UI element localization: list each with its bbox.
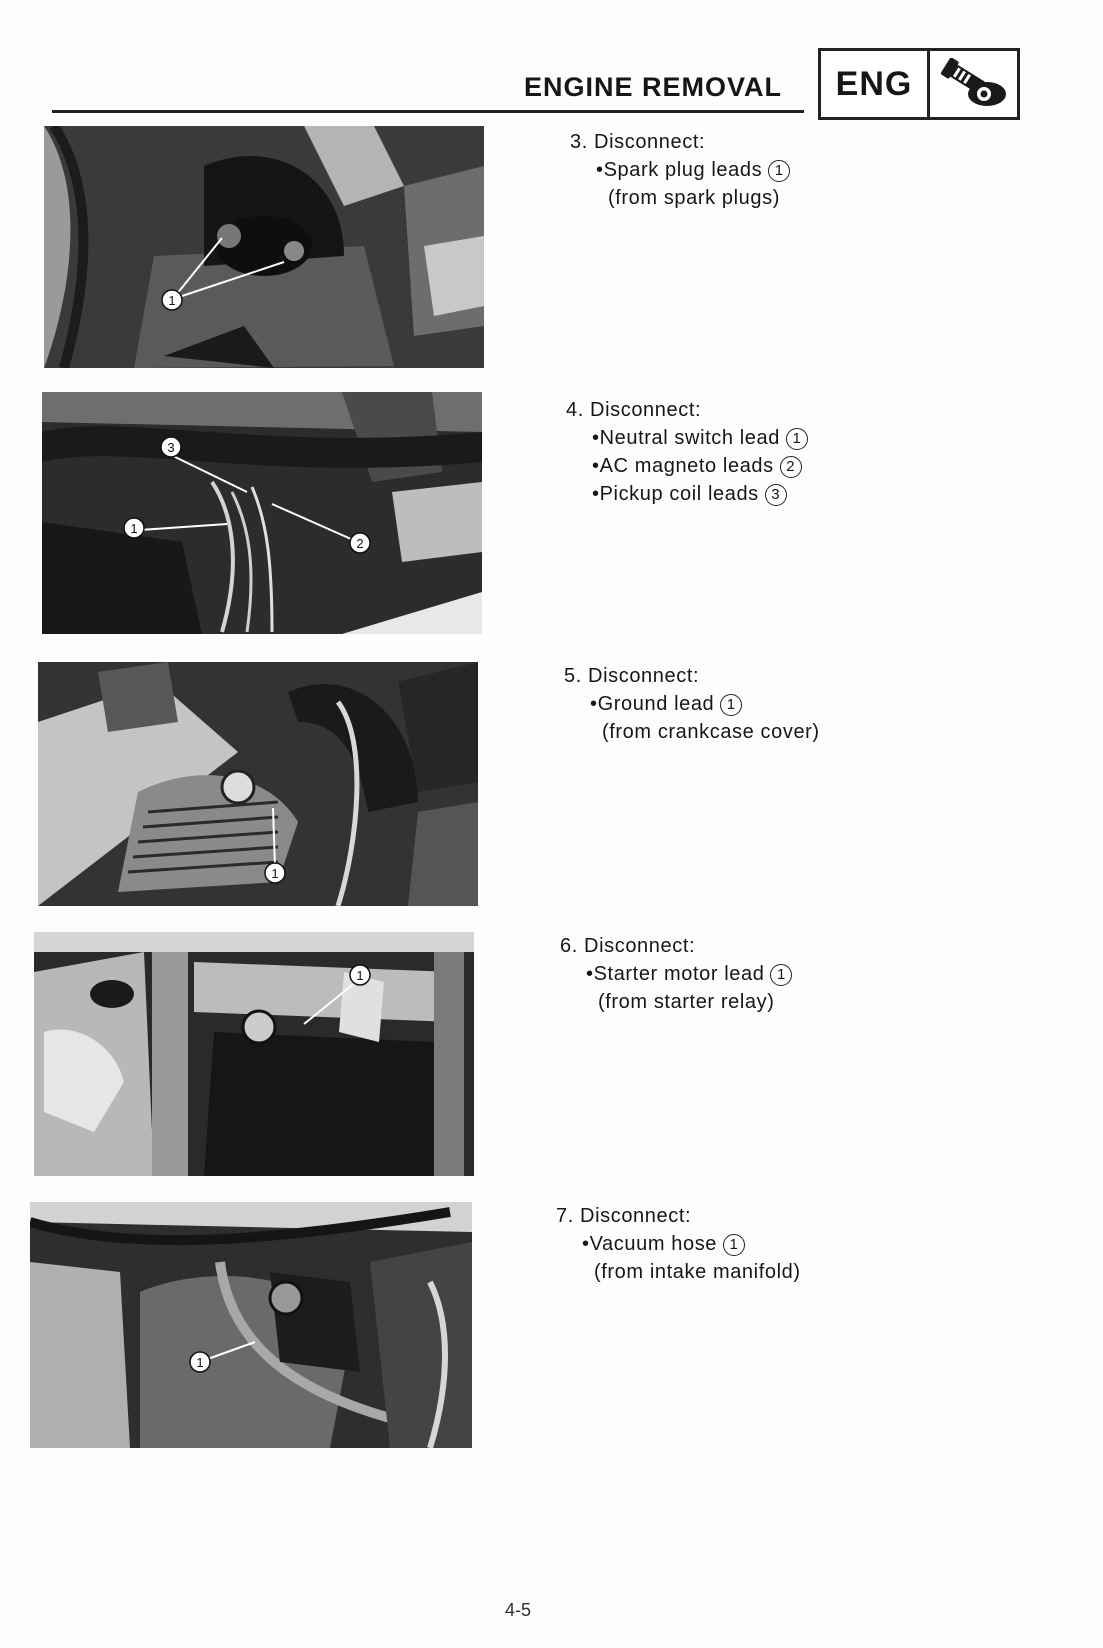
- callout-marker: 1: [786, 428, 808, 450]
- photo-callout: 1: [271, 866, 279, 881]
- photo-wiring-leads: [42, 392, 482, 634]
- step-note: (from spark plugs): [608, 187, 780, 209]
- photo-callout: 1: [130, 521, 138, 536]
- photo-callout: 1: [168, 293, 176, 308]
- step-heading: 4. Disconnect:: [566, 399, 702, 421]
- step-heading: 6. Disconnect:: [560, 935, 696, 957]
- list-item: •Vacuum hose 1: [556, 1230, 801, 1258]
- page-number: 4-5: [505, 1600, 532, 1620]
- section-code: ENG: [821, 51, 930, 117]
- list-item: •Neutral switch lead 1: [566, 424, 808, 452]
- callout-marker: 1: [723, 1234, 745, 1256]
- section-tab: [818, 48, 1020, 120]
- photo-callout: 1: [196, 1355, 204, 1370]
- photo-callout: 2: [356, 536, 364, 551]
- callout-marker: 2: [780, 456, 802, 478]
- list-item: •AC magneto leads 2: [566, 452, 808, 480]
- photo-starter-motor-lead: [34, 932, 474, 1176]
- header-rule: [52, 110, 804, 113]
- step-note: (from crankcase cover): [602, 721, 820, 743]
- step-heading: 5. Disconnect:: [564, 665, 700, 687]
- list-item: •Starter motor lead 1: [560, 960, 792, 988]
- photo-vacuum-hose: [30, 1202, 472, 1448]
- callout-marker: 1: [720, 694, 742, 716]
- callout-marker: 3: [765, 484, 787, 506]
- step-heading: 7. Disconnect:: [556, 1205, 692, 1227]
- step-6: [560, 932, 792, 1016]
- page-title: ENGINE REMOVAL: [524, 72, 783, 102]
- step-3: [570, 128, 790, 212]
- photo-callout: 3: [167, 440, 175, 455]
- photo-ground-lead: [38, 662, 478, 906]
- callout-marker: 1: [768, 160, 790, 182]
- engine-wrench-icon: [930, 51, 1017, 117]
- step-7: [556, 1202, 801, 1286]
- photo-callout: 1: [356, 968, 364, 983]
- step-heading: 3. Disconnect:: [570, 131, 706, 153]
- step-5: [564, 662, 820, 746]
- list-item: •Pickup coil leads 3: [566, 480, 808, 508]
- step-note: (from starter relay): [598, 991, 775, 1013]
- list-item: •Ground lead 1: [564, 690, 820, 718]
- callout-marker: 1: [770, 964, 792, 986]
- step-note: (from intake manifold): [594, 1261, 801, 1283]
- photo-spark-plug-leads: [44, 126, 484, 368]
- step-4: [566, 396, 808, 508]
- list-item: •Spark plug leads 1: [570, 156, 790, 184]
